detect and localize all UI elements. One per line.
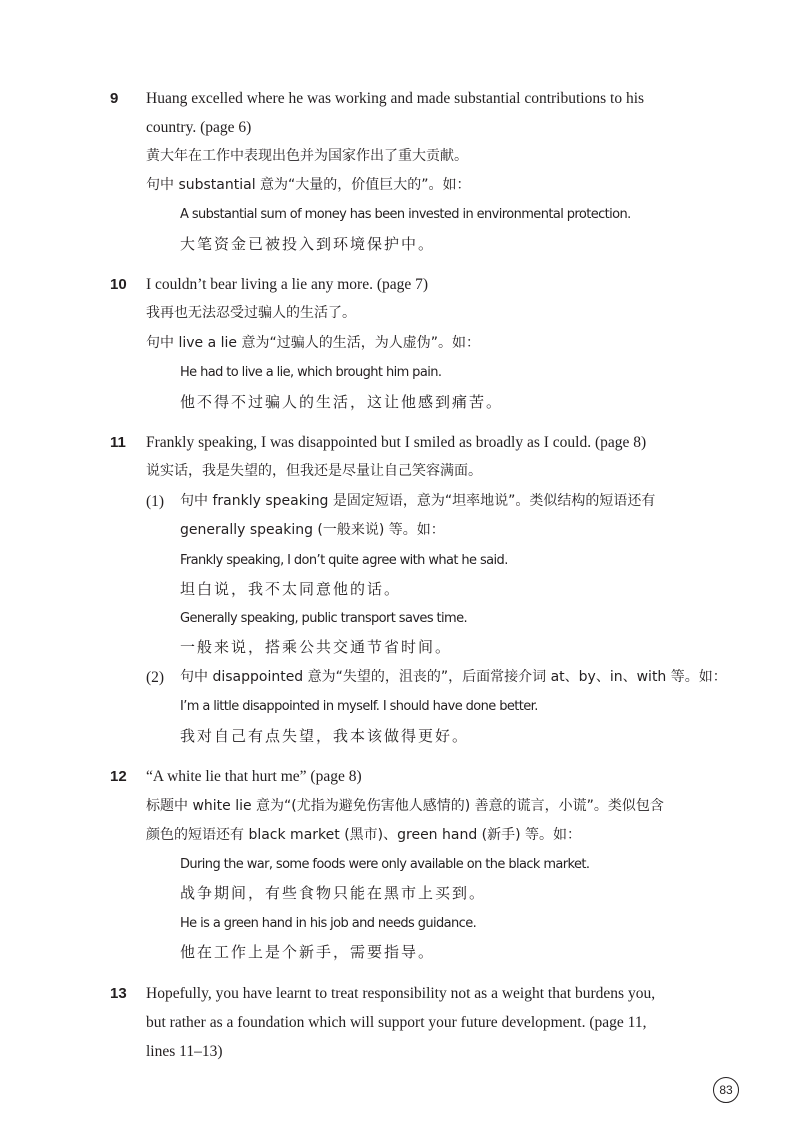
item-explanation: 句中 live a lie 意为“过骗人的生活，为人虚伪”。如： [146,335,480,351]
subpoint-label: (2) [146,669,165,686]
item-number: 13 [110,985,127,1002]
example-en: I’m a little disappointed in myself. I should have done better. [180,699,538,714]
example-zh: 我对自己有点失望，我本该做得更好。 [180,727,470,745]
item-number: 12 [110,768,127,785]
example-zh: 战争期间，有些食物只能在黑市上买到。 [180,884,487,902]
subpoint-text: 句中 frankly speaking 是固定短语，意为“坦率地说”。类似结构的短语还有 [180,493,656,509]
item-number: 11 [110,434,126,451]
subpoint-label: (1) [146,493,165,510]
example-en: Frankly speaking, I don’t quite agree with what he said. [180,553,508,568]
example-zh: 大笔资金已被投入到环境保护中。 [180,235,436,253]
item-text: Hopefully, you have learnt to treat responsibility not as a weight that burdens you, [146,985,656,1002]
example-en: During the war, some foods were only available on the black market. [180,857,590,872]
item-text: lines 11–13) [146,1043,223,1060]
item-text: I couldn’t bear living a lie any more. (page 7) [146,276,429,293]
item-explanation: 标题中 white lie 意为“(尤指为避免伤害他人感情的) 善意的谎言，小谎”。类似包含 [146,798,664,814]
page-number-badge: 83 [713,1077,739,1103]
item-text: Huang excelled where he was working and made substantial contributions to his [146,90,645,107]
item-number: 9 [110,90,119,107]
item-text: but rather as a foundation which will support your future development. (page 11, [146,1014,647,1031]
item-text: “A white lie that hurt me” (page 8) [146,768,362,785]
example-zh: 他在工作上是个新手，需要指导。 [180,943,436,961]
item-translation: 说实话，我是失望的，但我还是尽量让自己笑容满面。 [146,463,482,479]
example-en: Generally speaking, public transport saves time. [180,611,468,626]
item-explanation: 句中 substantial 意为“大量的，价值巨大的”。如： [146,177,471,193]
item-translation: 我再也无法忍受过骗人的生活了。 [146,305,356,321]
example-en: He had to live a lie, which brought him pain. [180,365,442,380]
item-explanation: 颜色的短语还有 black market (黑市)、green hand (新手) 等。如： [146,827,582,843]
example-zh: 他不得不过骗人的生活，这让他感到痛苦。 [180,393,504,411]
example-zh: 一般来说，搭乘公共交通节省时间。 [180,638,453,656]
item-text: Frankly speaking, I was disappointed but I smiled as broadly as I could. (page 8) [146,434,647,451]
example-zh: 坦白说，我不太同意他的话。 [180,580,402,598]
example-en: He is a green hand in his job and needs guidance. [180,916,477,931]
item-number: 10 [110,276,127,293]
item-translation: 黄大年在工作中表现出色并为国家作出了重大贡献。 [146,148,468,164]
subpoint-text: generally speaking (一般来说) 等。如： [180,522,445,538]
subpoint-text: 句中 disappointed 意为“失望的，沮丧的”，后面常接介词 at、by、in、with 等。如： [180,669,727,685]
example-en: A substantial sum of money has been invested in environmental protection. [180,207,631,222]
item-text: country. (page 6) [146,119,252,136]
